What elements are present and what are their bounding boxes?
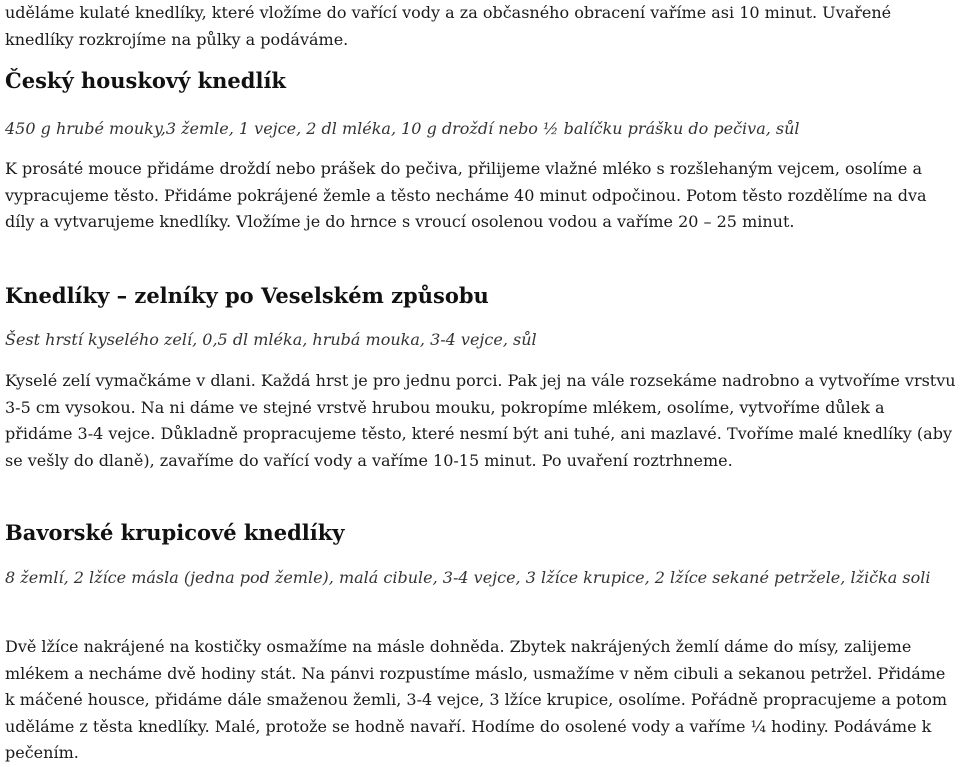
recipe-title-knedliky-zelniky: Knedlíky – zelníky po Veselském způsobu xyxy=(5,283,489,308)
recipe-method: Dvě lžíce nakrájené na kostičky osmažíme na másle dohněda. Zbytek nakrájených žemlí dáme do mísy, zalijeme mlékem a necháme dvě hodiny stát. Na pánvi rozpustíme máslo, usmažíme v něm cibuli a sekanou petržel. Přidáme k máčené housce, přidáme dále smaženou žemli, 3-4 vejce, 3 lžíce krupice, osolíme. Pořádně propracujeme a potom uděláme z těsta knedlíky. Malé, protože se hodně navaří. Hodíme do osolené vody a vaříme ¼ hodiny. Podáváme k pečením. xyxy=(5,637,948,762)
intro-paragraph: uděláme kulaté knedlíky, které vložíme do vařící vody a za občasného obracení vaříme asi 10 minut. Uvařené knedlíky rozkrojíme na půlky a podáváme. xyxy=(5,3,892,49)
recipe-ingredients: 8 žemlí, 2 lžíce másla (jedna pod žemle), malá cibule, 3-4 vejce, 3 lžíce krupice, 2 lžíce sekané petržele, lžička soli xyxy=(5,568,931,587)
recipe-method: K prosáté mouce přidáme droždí nebo prášek do pečiva, přilijeme vlažné mléko s rozšlehaným vejcem, osolíme a vypracujeme těsto. Přidáme pokrájené žemle a těsto necháme 40 minut odpočinou. Potom těsto rozdělíme na dva díly a vytvarujeme knedlíky. Vložíme je do hrnce s vroucí osolenou vodou a vaříme 20 – 25 minut. xyxy=(5,159,927,231)
recipe-ingredients: Šest hrstí kyselého zelí, 0,5 dl mléka, hrubá mouka, 3-4 vejce, sůl xyxy=(5,330,537,349)
recipe-title-cesky-houskovy-knedlik: Český houskový knedlík xyxy=(5,68,286,93)
recipe-method: Kyselé zelí vymačkáme v dlani. Každá hrst je pro jednu porci. Pak jej na vále rozsekáme nadrobno a vytvoříme vrstvu 3-5 cm vysokou. Na ni dáme ve stejné vrstvě hrubou mouku, pokropíme mlékem, osolíme, vytvoříme důlek a přidáme 3-4 vejce. Důkladně propracujeme těsto, které nesmí být ani tuhé, ani mazlavé. Tvoříme malé knedlíky (aby se vešly do dlaně), zavaříme do vařící vody a vaříme 10-15 minut. Po uvaření roztrhneme. xyxy=(5,371,956,470)
recipe-ingredients: 450 g hrubé mouky,3 žemle, 1 vejce, 2 dl mléka, 10 g droždí nebo ½ balíčku prášku do pečiva, sůl xyxy=(5,119,800,138)
recipe-title-bavorske-krupicove-knedliky: Bavorské krupicové knedlíky xyxy=(5,520,345,545)
